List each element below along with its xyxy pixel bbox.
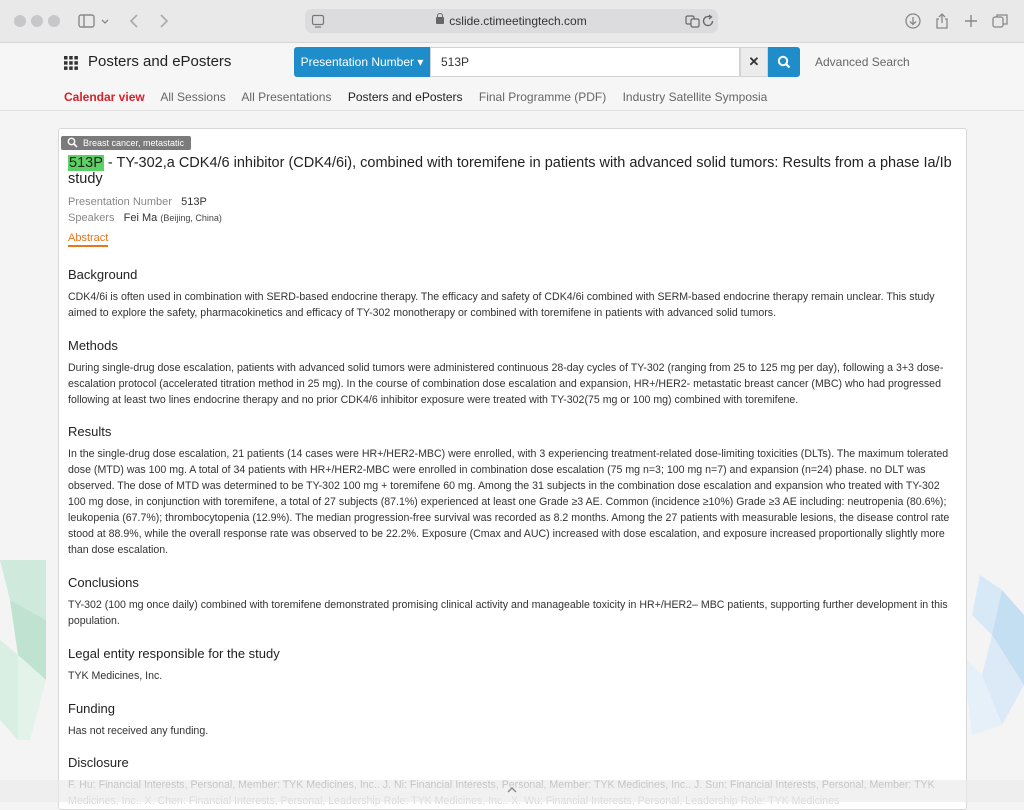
methods-heading: Methods xyxy=(68,338,118,353)
category-tag[interactable] xyxy=(61,136,191,150)
disclosure-heading: Disclosure xyxy=(68,755,129,770)
abstract-title xyxy=(68,155,958,187)
browser-toolbar xyxy=(0,0,1024,43)
legal-entity-text: TYK Medicines, Inc. xyxy=(68,670,163,682)
site-title[interactable]: Posters and ePosters xyxy=(88,53,232,70)
nav-all-presentations[interactable]: All Presentations xyxy=(241,90,332,104)
search-icon xyxy=(67,137,78,148)
new-tab-icon[interactable] xyxy=(961,11,981,31)
methods-text: During single-drug dose escalation, patients with advanced solid tumors were administered continuous 28-day cycles of TY-302 (ranging from 25 to 125 mg per day), following a 3+3 dose-escalation protocol (accelerated titration method in 25 mg). In the course of combination dose escalation and expansion, HR+/HER2- metastatic breast cancer (MBC) who had progressed following at least two lines endocrine therapy and no prior CDK4/6 inhibitor exposure were treated with TY-302(75 mg or 100 mg) combined with toremifene. xyxy=(68,362,944,406)
search-mode-dropdown[interactable]: Presentation Number ▾ xyxy=(294,47,430,77)
background-text: CDK4/6i is often used in combination with SERD-based endocrine therapy. The efficacy and safety of CDK4/6i combined with SERM-based endocrine therapy remain unclear. This study aimed to explore the safety, pharmacokinetics and efficacy of TY-302 monotherapy or combined with toremifene in patients with advanced solid tumors. xyxy=(68,291,935,319)
speaker-name[interactable]: Fei Ma xyxy=(123,212,158,224)
speaker-location: (Beijing, China) xyxy=(160,213,222,223)
search-icon xyxy=(777,55,791,69)
tab-overview-icon[interactable] xyxy=(990,11,1010,31)
advanced-search-link[interactable]: Advanced Search xyxy=(815,55,910,69)
funding-heading: Funding xyxy=(68,701,115,716)
results-heading: Results xyxy=(68,424,112,439)
back-icon[interactable] xyxy=(125,11,145,31)
background-decoration-left xyxy=(0,560,60,750)
search-input[interactable]: 513P xyxy=(430,47,740,77)
search-button[interactable] xyxy=(768,47,800,77)
results-text: In the single-drug dose escalation, 21 patients (14 cases were HR+/HER2-MBC) were enrolled, with 3 experiencing treatment-related dose-limiting toxicities (DLTs). The maximum tolerated dose (MTD) was 100 mg. A total of 34 patients with HR+/HER2-MBC were enrolled in combination dose escalation (75 mg n=3; 100 mg n=7) and expansion (n=24) phase. no DLT was observed. The dose of MTD was determined to be TY-302 100 mg + toremifene 60 mg. Among the 31 subjects in the combination dose escalation and expansion who treated with TY-302 100 mg dose, in conjunction with toremifene, a total of 27 subjects (87.1%) experienced at least one Grade ≥3 AE. Common (incidence ≥10%) Grade ≥3 AE including: neutropenia (80.6%); leukopenia (67.7%); thrombocytopenia (12.9%). The median progression-free survival was recorded as 8.2 months. Among the 27 patients with measurable lesions, the disease control rate stood at 88.9%, while the overall response rate was observed to be 22.2%. Exposure (Cmax and AUC) increased with dose escalation, and exposure increased proportionally slightly more than dose escalation. xyxy=(68,448,950,556)
abstract-card xyxy=(58,128,967,810)
background-decoration-right xyxy=(962,575,1024,745)
minimize-window-button[interactable] xyxy=(31,15,43,27)
chevron-down-icon[interactable] xyxy=(98,11,112,31)
zoom-window-button[interactable] xyxy=(48,15,60,27)
share-icon[interactable] xyxy=(932,11,952,31)
nav-calendar-view[interactable]: Calendar view xyxy=(64,90,145,104)
conclusions-text: TY-302 (100 mg once daily) combined with toremifene demonstrated promising clinical activity and manageable toxicity in HR+/HER2– MBC patients, supporting further development in this population. xyxy=(68,599,948,627)
address-bar[interactable] xyxy=(305,9,718,33)
background-heading: Background xyxy=(68,267,138,282)
reload-icon[interactable] xyxy=(702,14,715,28)
nav-posters[interactable]: Posters and ePosters xyxy=(347,90,463,104)
nav-all-sessions[interactable]: All Sessions xyxy=(160,90,226,104)
tab-abstract[interactable]: Abstract xyxy=(68,232,108,247)
speakers-label: Speakers xyxy=(68,212,115,224)
main-nav xyxy=(64,90,780,104)
close-window-button[interactable] xyxy=(14,15,26,27)
nav-final-programme[interactable]: Final Programme (PDF) xyxy=(478,90,607,104)
forward-icon[interactable] xyxy=(153,11,173,31)
downloads-icon[interactable] xyxy=(903,11,923,31)
chevron-up-icon[interactable] xyxy=(505,785,519,795)
translate-icon[interactable] xyxy=(685,14,700,28)
apps-grid-icon[interactable] xyxy=(64,56,78,70)
nav-satellite-symposia[interactable]: Industry Satellite Symposia xyxy=(622,90,768,104)
legal-entity-heading: Legal entity responsible for the study xyxy=(68,646,280,661)
presentation-number-value: 513P xyxy=(181,196,207,208)
speakers-row xyxy=(68,212,222,224)
url-text: cslide.ctimeetingtech.com xyxy=(449,14,587,28)
lock-icon xyxy=(436,17,444,24)
conclusions-heading: Conclusions xyxy=(68,575,139,590)
site-header xyxy=(0,43,1024,111)
category-tag-label: Breast cancer, metastatic xyxy=(83,138,185,148)
title-text: - TY-302,a CDK4/6 inhibitor (CDK4/6i), combined with toremifene in patients with advanced solid tumors: Results from a phase Ia/Ib study xyxy=(68,155,952,187)
presentation-number-label: Presentation Number xyxy=(68,196,172,208)
presentation-number-row xyxy=(68,196,207,208)
funding-text: Has not received any funding. xyxy=(68,725,209,737)
clear-search-button[interactable]: ✕ xyxy=(740,47,768,77)
sidebar-icon[interactable] xyxy=(77,11,97,31)
number-highlight: 513P xyxy=(69,155,103,171)
